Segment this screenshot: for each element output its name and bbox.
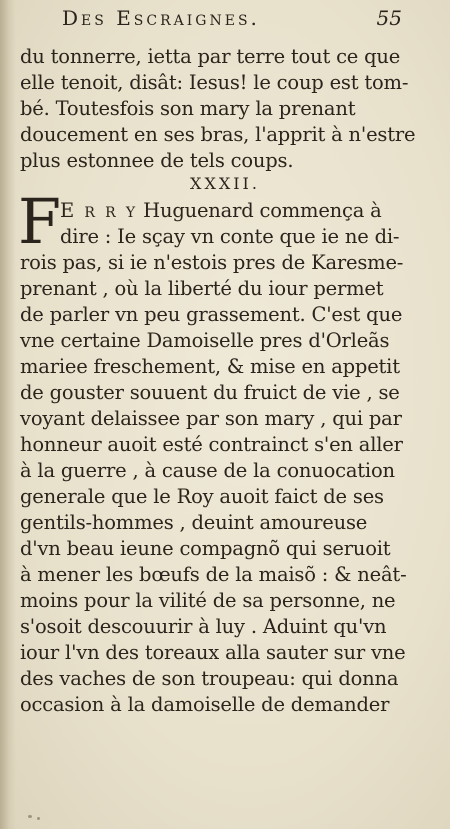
- text-line: mariee freschement, & mise en appetit: [20, 355, 400, 378]
- text-line: doucement en ses bras, l'apprit à n'estre: [20, 123, 416, 146]
- text-line: rois pas, si ie n'estois pres de Karesme-: [20, 251, 404, 274]
- text-line: vne certaine Damoiselle pres d'Orleãs: [20, 329, 390, 352]
- text-line: s'osoit descouurir à luy . Aduint qu'vn: [20, 615, 387, 638]
- running-title: Des Escraignes.: [62, 6, 260, 30]
- text-line: des vaches de son troupeau: qui donna: [20, 667, 399, 690]
- text-line: gentils-hommes , deuint amoureuse: [20, 511, 368, 534]
- page-number: 55: [376, 6, 402, 30]
- text-line-first: [60, 198, 382, 224]
- text-line: iour l'vn des toreaux alla sauter sur vne: [20, 641, 406, 664]
- text-line: à la guerre , à cause de la conuocation: [20, 459, 395, 482]
- text-line: du tonnerre, ietta par terre tout ce que: [20, 45, 401, 68]
- text-line: dire : Ie sçay vn conte que ie ne di-: [60, 225, 400, 248]
- speaker-name-smallcaps: E r r y: [60, 199, 138, 222]
- text-line: moins pour la vilité de sa personne, ne: [20, 589, 396, 612]
- text-line: honneur auoit esté contrainct s'en aller: [20, 433, 403, 456]
- drop-cap: F: [18, 185, 62, 258]
- text-line: de gouster souuent du fruict de vie , se: [20, 381, 400, 404]
- text-line: voyant delaissee par son mary , qui par: [20, 407, 402, 430]
- text-line: prenant , où la liberté du iour permet: [20, 277, 384, 300]
- text-line: generale que le Roy auoit faict de ses: [20, 485, 384, 508]
- text-line: bé. Toutesfois son mary la prenant: [20, 97, 356, 120]
- text-line: à mener les bœufs de la maisõ : & neât-: [20, 563, 407, 586]
- section-heading: XXXII.: [190, 174, 260, 193]
- text-line: occasion à la damoiselle de demander: [20, 693, 390, 716]
- text-line: de parler vn peu grassement. C'est que: [20, 303, 403, 326]
- text-line: d'vn beau ieune compagnõ qui seruoit: [20, 537, 391, 560]
- binding-gutter: [0, 0, 16, 829]
- text-line: elle tenoit, disât: Iesus! le coup est tom-: [20, 71, 409, 94]
- text-line: plus estonnee de tels coups.: [20, 149, 294, 172]
- text-fragment: Huguenard commença à: [137, 199, 382, 222]
- ink-speck: [28, 815, 32, 818]
- ink-speck: [37, 817, 40, 820]
- page-header: [62, 6, 402, 36]
